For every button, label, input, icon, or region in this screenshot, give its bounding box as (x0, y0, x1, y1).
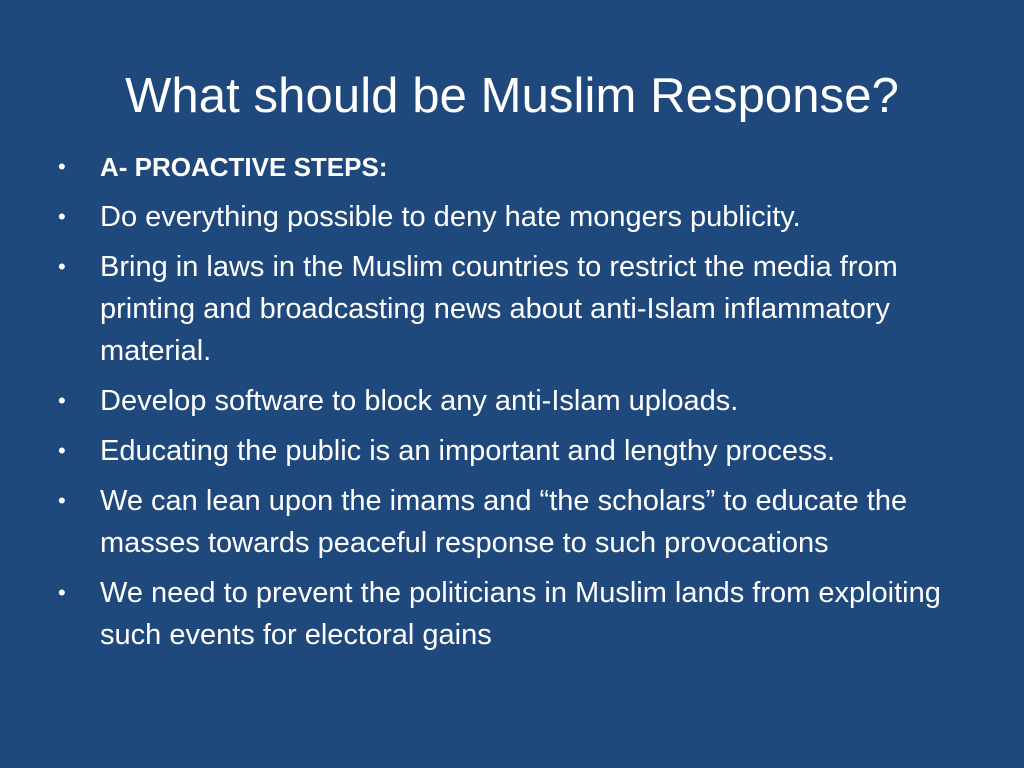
bullet-icon: • (58, 388, 66, 413)
bullet-item-laws (58, 246, 978, 372)
bullet-icon: • (58, 580, 66, 605)
bullet-list (58, 146, 978, 664)
bullet-text: We need to prevent the politicians in Muslim lands from exploiting such events for electoral gains (100, 577, 941, 651)
bullet-text: A- PROACTIVE STEPS: (100, 152, 388, 182)
bullet-icon: • (58, 154, 66, 179)
bullet-text: Educating the public is an important and lengthy process. (100, 435, 836, 467)
bullet-text: Bring in laws in the Muslim countries to restrict the media from printing and broadcasting news about anti-Islam inflammatory material. (100, 251, 898, 367)
bullet-text: Do everything possible to deny hate mongers publicity. (100, 201, 801, 233)
bullet-icon: • (58, 488, 66, 513)
bullet-icon: • (58, 438, 66, 463)
bullet-item-proactive-steps (58, 146, 978, 188)
bullet-item-software (58, 380, 978, 422)
bullet-item-educating (58, 430, 978, 472)
bullet-item-imams (58, 480, 978, 564)
bullet-item-deny-publicity (58, 196, 978, 238)
bullet-icon: • (58, 254, 66, 279)
bullet-icon: • (58, 204, 66, 229)
bullet-item-politicians (58, 572, 978, 656)
slide-title: What should be Muslim Response? (125, 69, 899, 123)
bullet-text: Develop software to block any anti-Islam uploads. (100, 385, 739, 417)
bullet-text: We can lean upon the imams and “the scholars” to educate the masses towards peaceful response to such provocations (100, 485, 908, 559)
